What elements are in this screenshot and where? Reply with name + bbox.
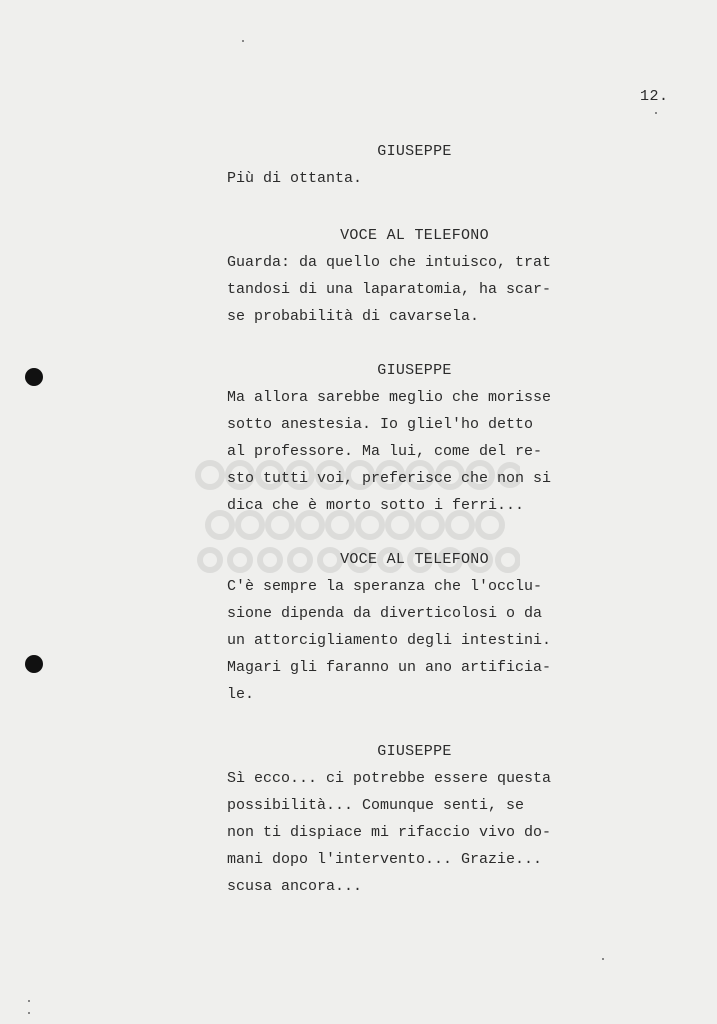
page-number: 12. xyxy=(640,88,669,105)
speaker-name: VOCE AL TELEFONO xyxy=(340,551,489,568)
dialogue-line: se probabilità di cavarsela. xyxy=(227,308,480,325)
dialogue-line: le. xyxy=(227,686,255,703)
dialogue-line: tandosi di una laparatomia, ha scar- xyxy=(227,281,552,298)
dialogue-line: Più di ottanta. xyxy=(227,170,363,187)
speaker-name: GIUSEPPE xyxy=(377,143,452,160)
dialogue-line: un attorcigliamento degli intestini. xyxy=(227,632,552,649)
speaker-name: GIUSEPPE xyxy=(377,362,452,379)
punch-hole-bottom xyxy=(25,655,43,673)
punch-hole-top xyxy=(25,368,43,386)
dialogue-line: Guarda: da quello che intuisco, trat xyxy=(227,254,552,271)
speaker-name: VOCE AL TELEFONO xyxy=(340,227,489,244)
dialogue-line: mani dopo l'intervento... Grazie... xyxy=(227,851,543,868)
dialogue-line: Sì ecco... ci potrebbe essere questa xyxy=(227,770,552,787)
dialogue-line: C'è sempre la speranza che l'occlu- xyxy=(227,578,543,595)
dialogue-line: sto tutti voi, preferisce che non si xyxy=(227,470,552,487)
dialogue-line: scusa ancora... xyxy=(227,878,363,895)
dialogue-line: Ma allora sarebbe meglio che morisse xyxy=(227,389,552,406)
script-body xyxy=(227,138,572,900)
dialogue-line: dica che è morto sotto i ferri... xyxy=(227,497,525,514)
dialogue-line: sotto anestesia. Io gliel'ho detto xyxy=(227,416,534,433)
dialogue-line: possibilità... Comunque senti, se xyxy=(227,797,525,814)
speaker-name: GIUSEPPE xyxy=(377,743,452,760)
dialogue-line: non ti dispiace mi rifaccio vivo do- xyxy=(227,824,552,841)
dialogue-line: sione dipenda da diverticolosi o da xyxy=(227,605,543,622)
dialogue-line: Magari gli faranno un ano artificia- xyxy=(227,659,552,676)
dialogue-line: al professore. Ma lui, come del re- xyxy=(227,443,543,460)
